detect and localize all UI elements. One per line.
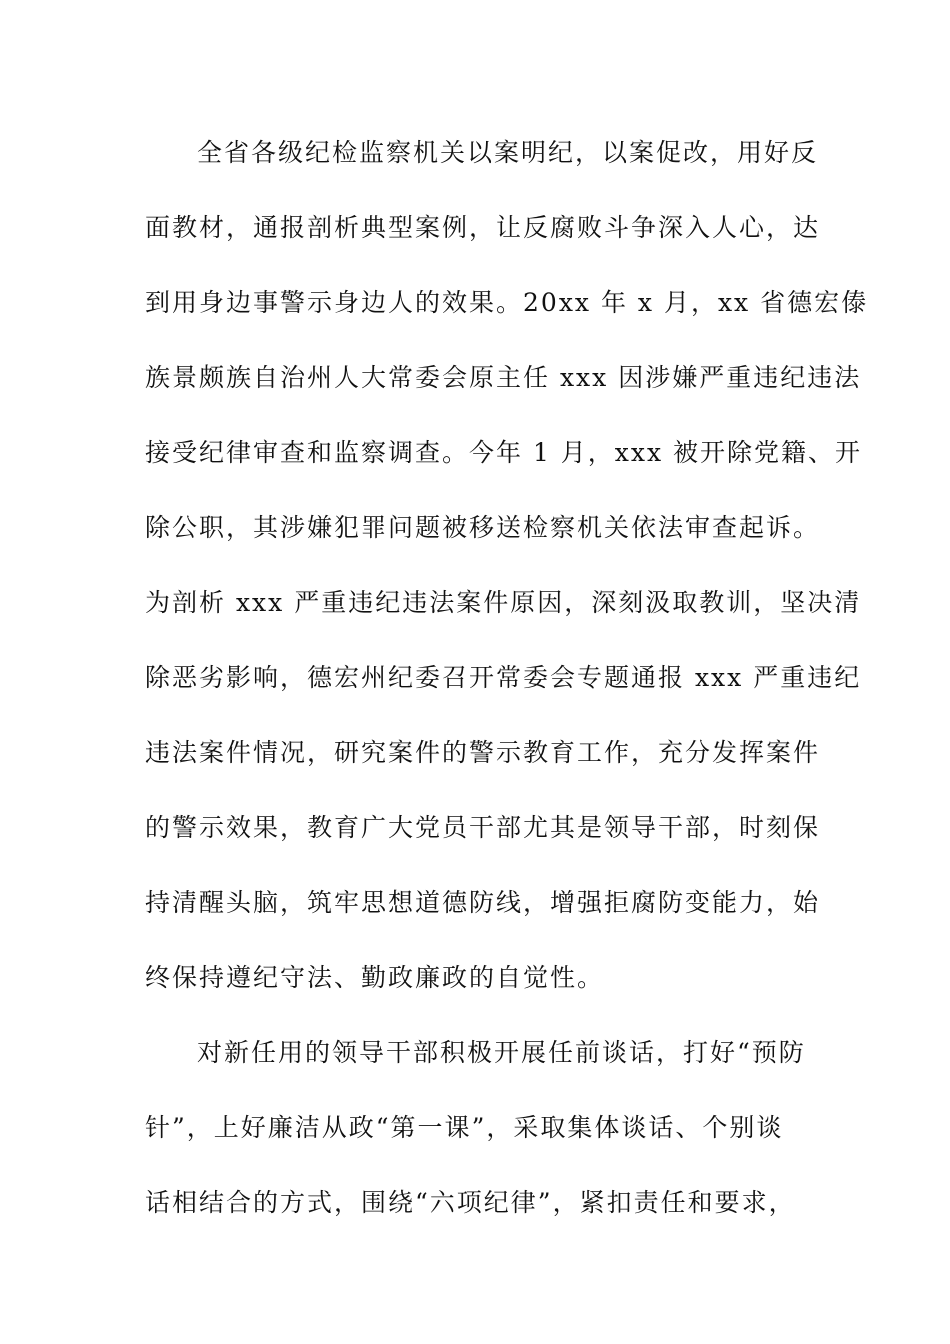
paragraph-1-line-5: 接受纪律审查和监察调查。今年 1 月，xxx 被开除党籍、开 xyxy=(145,438,863,467)
paragraph-1-line-1: 全省各级纪检监察机关以案明纪，以案促改，用好反 xyxy=(197,138,819,167)
paragraph-1-line-6: 除公职，其涉嫌犯罪问题被移送检察机关依法审查起诉。 xyxy=(145,513,821,542)
paragraph-2-line-1: 对新任用的领导干部积极开展任前谈话，打好“预防 xyxy=(197,1038,806,1067)
paragraph-1-line-8: 除恶劣影响，德宏州纪委召开常委会专题通报 xxx 严重违纪 xyxy=(145,663,862,692)
paragraph-1-line-10: 的警示效果，教育广大党员干部尤其是领导干部，时刻保 xyxy=(145,813,821,842)
paragraph-1-line-12: 终保持遵纪守法、勤政廉政的自觉性。 xyxy=(145,963,605,992)
paragraph-1-line-3: 到用身边事警示身边人的效果。20xx 年 x 月，xx 省德宏傣 xyxy=(145,288,869,317)
paragraph-2-line-3: 话相结合的方式，围绕“六项纪律”，紧扣责任和要求， xyxy=(145,1188,796,1217)
paragraph-2-line-2: 针”，上好廉洁从政“第一课”，采取集体谈话、个别谈 xyxy=(145,1113,784,1142)
paragraph-1-line-2: 面教材，通报剖析典型案例，让反腐败斗争深入人心，达 xyxy=(145,213,821,242)
paragraph-1-line-4: 族景颇族自治州人大常委会原主任 xxx 因涉嫌严重违纪违法 xyxy=(145,363,862,392)
paragraph-1-line-7: 为剖析 xxx 严重违纪违法案件原因，深刻汲取教训，坚决清 xyxy=(145,588,862,617)
paragraph-1-line-9: 违法案件情况，研究案件的警示教育工作，充分发挥案件 xyxy=(145,738,821,767)
paragraph-1-line-11: 持清醒头脑，筑牢思想道德防线，增强拒腐防变能力，始 xyxy=(145,888,821,917)
